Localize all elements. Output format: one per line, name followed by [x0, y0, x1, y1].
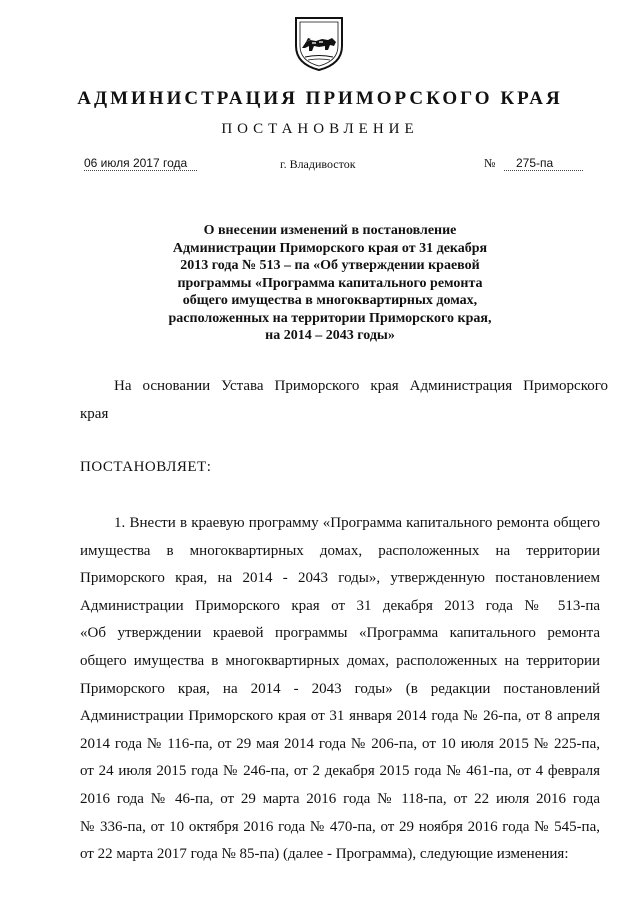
paragraph-line: Администрации Приморского края от 31 декабря 2013 года № 513-па	[80, 597, 600, 614]
paragraph-line: 2014 года № 116-па, от 29 мая 2014 года № 206-па, от 10 июля 2015 № 225-па,	[80, 735, 600, 752]
title-line: Администрации Приморского края от 31 декабря	[172, 240, 488, 256]
paragraph-line: Администрации Приморского края от 31 января 2014 года № 26-па, от 8 апреля	[80, 708, 600, 725]
paragraph-line: Приморского края, на 2014 - 2043 годы» (в редакции постановлений	[80, 680, 600, 697]
primorsky-coat-of-arms-icon	[292, 12, 346, 72]
title-line: расположенных на территории Приморского края,	[168, 310, 492, 326]
title-line: О внесении изменений в постановление	[203, 223, 457, 238]
organization-name: АДМИНИСТРАЦИЯ ПРИМОРСКОГО КРАЯ	[77, 88, 563, 109]
document-number: 275-па	[504, 156, 583, 171]
title-line: общего имущества в многоквартирных домах,	[182, 293, 478, 308]
paragraph-line: 1. Внести в краевую программу «Программа капитального ремонта общего	[114, 515, 600, 531]
document-city: г. Владивосток	[280, 157, 356, 171]
title-line: программы «Программа капитального ремонта	[177, 275, 483, 291]
paragraph-line: Приморского края, на 2014 - 2043 годы», утвержденную постановлением	[80, 570, 600, 587]
paragraph-line: «Об утверждении краевой программы «Программа капитального ремонта	[80, 625, 600, 642]
title-line: на 2014 – 2043 годы»	[265, 328, 395, 343]
paragraph-line: общего имущества в многоквартирных домах, расположенных на территории	[80, 652, 600, 669]
paragraph-line: № 336-па, от 10 октября 2016 года № 470-па, от 29 ноября 2016 года № 545-па,	[80, 818, 600, 835]
resolve-heading: ПОСТАНОВЛЯЕТ:	[80, 459, 212, 475]
number-sign: №	[484, 156, 496, 170]
paragraph-line: 2016 года № 46-па, от 29 марта 2016 года № 118-па, от 22 июля 2016 года	[80, 790, 600, 807]
document-meta	[0, 156, 640, 176]
document-date: 06 июля 2017 года	[84, 156, 197, 171]
clause-1-paragraph	[80, 510, 600, 869]
basis-line: края	[80, 406, 109, 422]
document-type: ПОСТАНОВЛЕНИЕ	[221, 121, 419, 137]
basis-paragraph	[80, 372, 608, 428]
paragraph-line: от 24 июля 2015 года № 246-па, от 2 декабря 2015 года № 461-па, от 4 февраля	[80, 763, 600, 780]
paragraph-line: имущества в многоквартирных домах, расположенных на территории	[80, 542, 600, 559]
basis-line: На основании Устава Приморского края Администрация Приморского	[114, 378, 608, 394]
title-line: 2013 года № 513 – па «Об утверждении краевой	[180, 258, 480, 273]
document-title	[120, 222, 540, 345]
paragraph-line: от 22 марта 2017 года № 85-па) (далее - Программа), следующие изменения:	[80, 846, 569, 863]
